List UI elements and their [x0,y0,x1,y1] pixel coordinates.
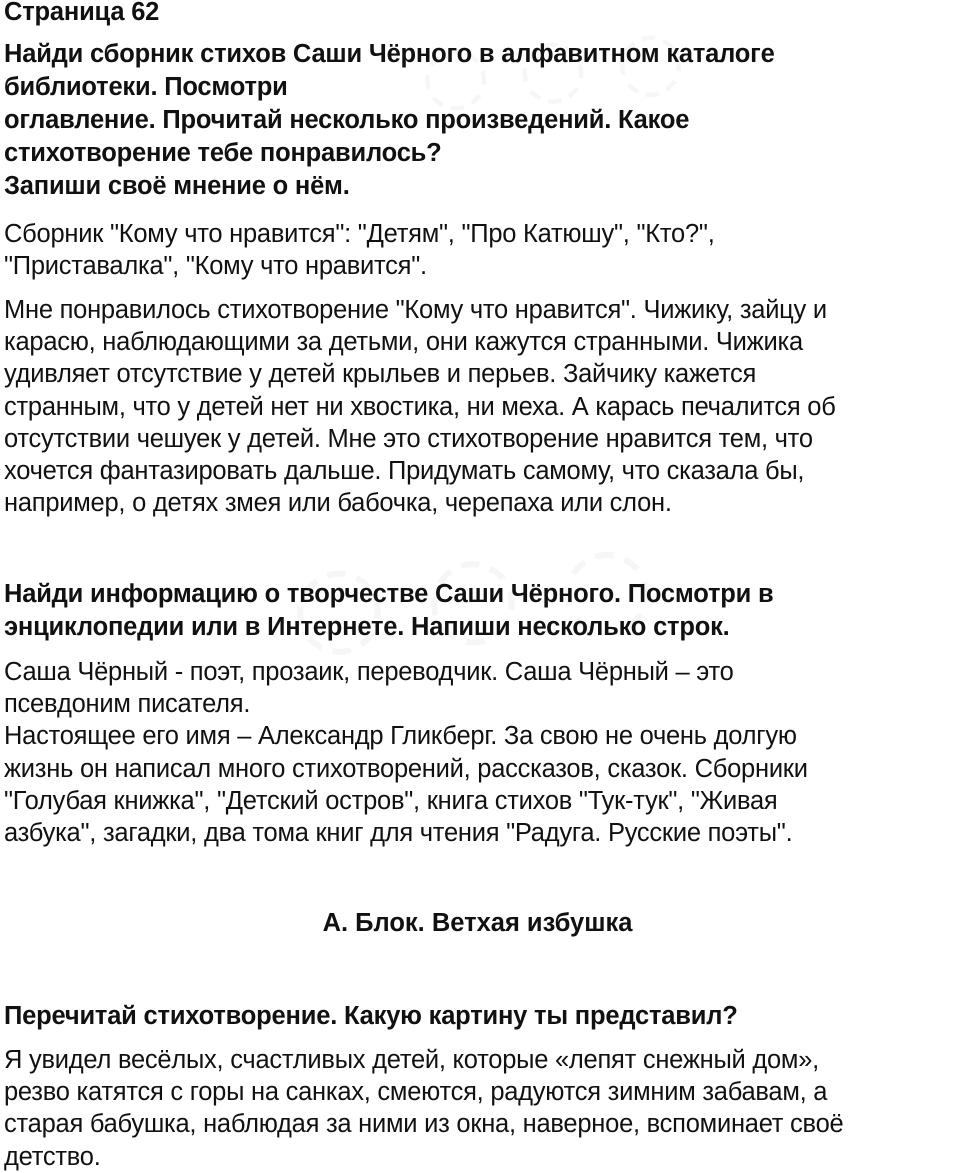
page-label: Страница 62 [4,0,160,26]
answer-line: хочется фантазировать дальше. Придумать самому, что сказала бы, [4,457,805,486]
task1-question [4,38,775,203]
question-line: Найди информацию о творчестве Саши Чёрного. Посмотри в [4,580,774,608]
answer-line: азбука", загадки, два тома книг для чтения "Радуга. Русские поэты". [4,819,793,848]
task3-question: Перечитай стихотворение. Какую картину ты представил? [4,1002,738,1030]
answer-line: странным, что у детей нет ни хвостика, ни меха. А карась печалится об [4,392,836,421]
answer-line: удивляет отсутствие у детей крыльев и перьев. Зайчику кажется [4,360,757,389]
task1-answer-opinion [4,294,836,519]
question-line: оглавление. Прочитай несколько произведений. Какое [4,106,690,134]
question-line: библиотеки. Посмотри [4,73,288,101]
question-line: энциклопедии или в Интернете. Напиши несколько строк. [4,613,730,641]
answer-line: старая бабушка, наблюдая за ними из окна, наверное, вспоминает своё [4,1110,844,1139]
answer-line: псевдоним писателя. [4,690,251,719]
question-line: Запиши своё мнение о нём. [4,172,350,200]
answer-line: например, о детях змея или бабочка, черепаха или слон. [4,489,672,518]
answer-line: детство. [4,1142,101,1171]
answer-line: Я увидел весёлых, счастливых детей, которые «лепят снежный дом», [4,1046,819,1074]
question-line: стихотворение тебе понравилось? [4,139,442,167]
task2-question [4,578,773,644]
task1-answer-collection [4,218,715,282]
task3-answer [4,1044,843,1173]
answer-line: отсутствии чешуек у детей. Мне это стихотворение нравится тем, что [4,424,813,453]
answer-line: карасю, наблюдающими за детьми, они кажутся странными. Чижика [4,328,803,357]
answer-line: "Приставалка", "Кому что нравится". [4,252,427,281]
section-title: А. Блок. Ветхая избушка [322,909,633,937]
question-line: Найди сборник стихов Саши Чёрного в алфавитном каталоге [4,40,775,68]
answer-line: Сборник "Кому что нравится": "Детям", "Про Катюшу", "Кто?", [4,220,715,248]
answer-line: Саша Чёрный - поэт, прозаик, переводчик. Саша Чёрный – это [4,658,734,686]
answer-line: "Голубая книжка", "Детский остров", книга стихов "Тук-тук", "Живая [4,786,778,815]
answer-line: жизнь он написал много стихотворений, рассказов, сказок. Сборники [4,754,808,783]
answer-line: резво катятся с горы на санках, смеются, радуются зимним забавам, а [4,1078,828,1107]
answer-line: Настоящее его имя – Александр Гликберг. За свою не очень долгую [4,722,797,751]
task2-answer [4,656,808,849]
answer-line: Мне понравилось стихотворение "Кому что нравится". Чижику, зайцу и [4,296,827,324]
